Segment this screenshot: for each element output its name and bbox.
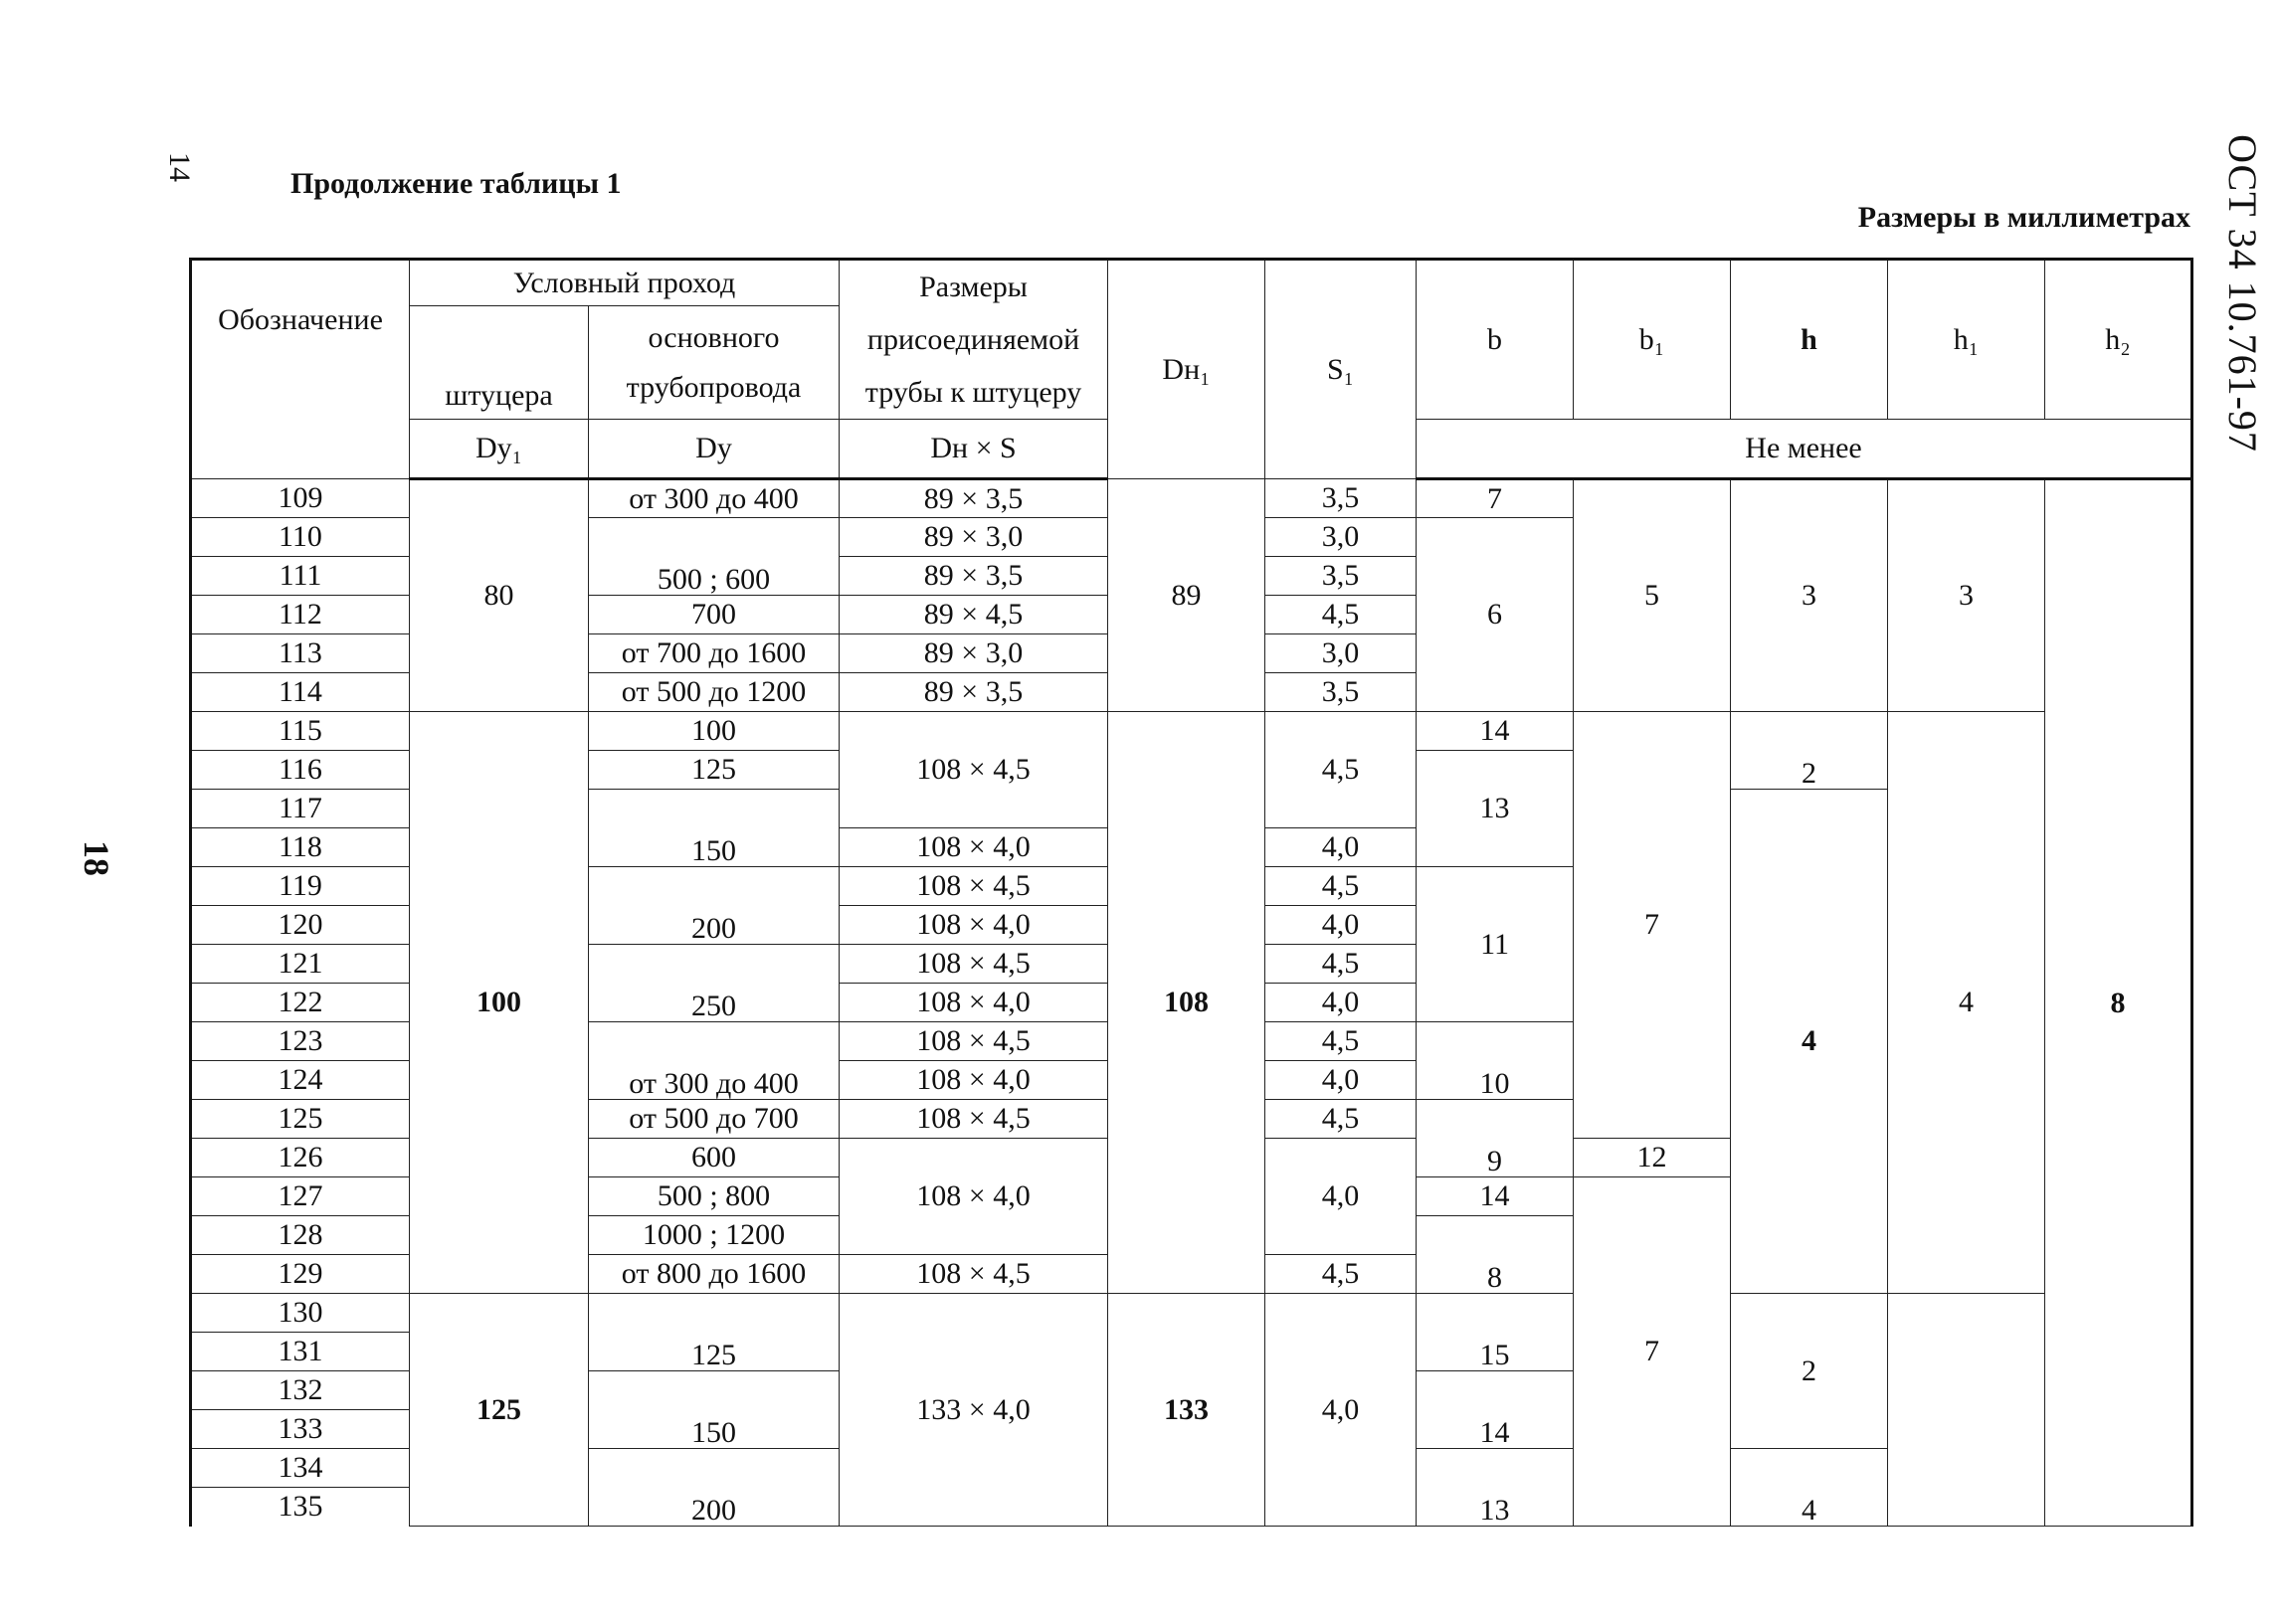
dy-cell: от 300 до 400 [589, 1022, 840, 1100]
dns-cell: 89 × 3,0 [840, 518, 1108, 557]
table-caption: Продолжение таблицы 1 [290, 167, 622, 200]
page-number-side: 18 [77, 840, 116, 876]
dns-cell: 108 × 4,5 [840, 712, 1108, 828]
b-cell: 14 [1417, 1177, 1574, 1216]
dy-cell: 150 [589, 790, 840, 867]
header-pipe-size-symbol: Dн × S [840, 420, 1108, 479]
dy-cell: 1000 ; 1200 [589, 1216, 840, 1255]
header-not-less: Не менее [1417, 420, 2192, 479]
dns-cell: 89 × 3,5 [840, 557, 1108, 596]
dy-cell: от 300 до 400 [589, 479, 840, 518]
dy-cell: 500 ; 800 [589, 1177, 840, 1216]
designation-cell: 135 [191, 1488, 410, 1527]
dns-cell: 108 × 4,5 [840, 1255, 1108, 1294]
dy-cell: 600 [589, 1139, 840, 1177]
b-cell: 8 [1417, 1216, 1574, 1294]
dy-cell: 150 [589, 1371, 840, 1449]
dn1-cell: 89 [1108, 479, 1265, 712]
s1-cell: 4,0 [1265, 1061, 1417, 1100]
b1-cell: 7 [1574, 712, 1731, 1139]
designation-cell: 119 [191, 867, 410, 906]
dy-cell: 700 [589, 596, 840, 634]
dy-cell: от 800 до 1600 [589, 1255, 840, 1294]
header-h: h [1731, 260, 1888, 420]
dy1-cell: 125 [410, 1294, 589, 1527]
designation-cell: 131 [191, 1333, 410, 1371]
header-fitting-symbol: Dу₁ [410, 420, 589, 479]
b-cell: 7 [1417, 479, 1574, 518]
designation-cell: 116 [191, 751, 410, 790]
header-s1: S₁ [1265, 260, 1417, 479]
dns-cell: 108 × 4,5 [840, 945, 1108, 984]
designation-cell: 121 [191, 945, 410, 984]
dy-cell: 200 [589, 867, 840, 945]
b-cell: 11 [1417, 867, 1574, 1022]
dimensions-table [189, 258, 2193, 1527]
s1-cell: 4,5 [1265, 945, 1417, 984]
dns-cell: 89 × 3,5 [840, 479, 1108, 518]
b-cell: 13 [1417, 751, 1574, 867]
h1-cell: 3 [1888, 479, 2045, 712]
header-fitting: штуцера [410, 306, 589, 420]
dy-cell: 100 [589, 712, 840, 751]
h2-cell: 8 [2045, 479, 2192, 1527]
dy-cell: 250 [589, 945, 840, 1022]
page-number-top: 14 [163, 152, 196, 182]
h1-cell-empty [1888, 1294, 2045, 1527]
dy-cell: от 700 до 1600 [589, 634, 840, 673]
s1-cell: 4,0 [1265, 1139, 1417, 1255]
dy1-cell: 80 [410, 479, 589, 712]
s1-cell: 4,5 [1265, 712, 1417, 828]
s1-cell: 4,5 [1265, 1022, 1417, 1061]
header-main-pipe: основного трубопровода [589, 306, 840, 420]
designation-cell: 109 [191, 479, 410, 518]
dy-cell: от 500 до 700 [589, 1100, 840, 1139]
b-cell: 15 [1417, 1294, 1574, 1371]
s1-cell: 3,5 [1265, 479, 1417, 518]
s1-cell: 4,0 [1265, 984, 1417, 1022]
dns-cell: 108 × 4,0 [840, 984, 1108, 1022]
header-h2: h₂ [2045, 260, 2192, 420]
designation-cell: 134 [191, 1449, 410, 1488]
designation-cell: 125 [191, 1100, 410, 1139]
b-cell: 6 [1417, 518, 1574, 712]
designation-cell: 127 [191, 1177, 410, 1216]
designation-cell: 120 [191, 906, 410, 945]
s1-cell: 3,5 [1265, 673, 1417, 712]
h-cell: 2 [1731, 712, 1888, 790]
b-cell: 13 [1417, 1449, 1574, 1527]
s1-cell: 3,0 [1265, 518, 1417, 557]
b1-cell: 5 [1574, 479, 1731, 712]
designation-cell: 130 [191, 1294, 410, 1333]
dn1-cell: 133 [1108, 1294, 1265, 1527]
s1-cell: 4,0 [1265, 828, 1417, 867]
designation-cell: 117 [191, 790, 410, 828]
s1-cell: 3,5 [1265, 557, 1417, 596]
designation-cell: 128 [191, 1216, 410, 1255]
dns-cell: 108 × 4,5 [840, 867, 1108, 906]
s1-cell: 4,0 [1265, 906, 1417, 945]
dns-cell: 108 × 4,0 [840, 828, 1108, 867]
dns-cell: 133 × 4,0 [840, 1294, 1108, 1527]
dy-cell: от 500 до 1200 [589, 673, 840, 712]
header-main-pipe-symbol: Dу [589, 420, 840, 479]
designation-cell: 115 [191, 712, 410, 751]
b1-cell: 12 [1574, 1139, 1731, 1177]
dy1-cell: 100 [410, 712, 589, 1294]
dy-cell: 125 [589, 1294, 840, 1371]
s1-cell: 4,5 [1265, 1100, 1417, 1139]
h1-cell: 4 [1888, 712, 2045, 1294]
header-pipe-size: Размеры присоединяемой трубы к штуцеру [840, 260, 1108, 420]
s1-cell: 4,0 [1265, 1294, 1417, 1527]
b-cell: 14 [1417, 1371, 1574, 1449]
dns-cell: 108 × 4,0 [840, 1139, 1108, 1255]
h-cell: 3 [1731, 479, 1888, 712]
units-note: Размеры в миллиметрах [1857, 201, 2190, 234]
b-cell: 14 [1417, 712, 1574, 751]
designation-cell: 123 [191, 1022, 410, 1061]
b-cell: 9 [1417, 1100, 1574, 1177]
designation-cell: 113 [191, 634, 410, 673]
dy-cell: 200 [589, 1449, 840, 1527]
designation-cell: 112 [191, 596, 410, 634]
designation-cell: 111 [191, 557, 410, 596]
h-cell: 4 [1731, 1449, 1888, 1527]
dy-cell: 125 [589, 751, 840, 790]
header-b1: b₁ [1574, 260, 1731, 420]
designation-cell: 132 [191, 1371, 410, 1410]
dy-cell: 500 ; 600 [589, 518, 840, 596]
s1-cell: 4,5 [1265, 867, 1417, 906]
document-code: ОСТ 34 10.761-97 [2220, 134, 2265, 452]
header-designation: Обозначение [191, 260, 410, 479]
s1-cell: 4,5 [1265, 1255, 1417, 1294]
header-h1: h₁ [1888, 260, 2045, 420]
designation-cell: 126 [191, 1139, 410, 1177]
dns-cell: 108 × 4,0 [840, 906, 1108, 945]
b-cell: 10 [1417, 1022, 1574, 1100]
header-b: b [1417, 260, 1574, 420]
dn1-cell: 108 [1108, 712, 1265, 1294]
designation-cell: 122 [191, 984, 410, 1022]
dns-cell: 89 × 4,5 [840, 596, 1108, 634]
designation-cell: 110 [191, 518, 410, 557]
h-cell: 2 [1731, 1294, 1888, 1449]
s1-cell: 4,5 [1265, 596, 1417, 634]
designation-cell: 133 [191, 1410, 410, 1449]
header-conditional-pass: Условный проход [410, 260, 840, 306]
header-dn1: Dн₁ [1108, 260, 1265, 479]
s1-cell: 3,0 [1265, 634, 1417, 673]
b1-cell: 7 [1574, 1177, 1731, 1527]
dns-cell: 108 × 4,5 [840, 1100, 1108, 1139]
h-cell: 4 [1731, 790, 1888, 1294]
designation-cell: 114 [191, 673, 410, 712]
designation-cell: 118 [191, 828, 410, 867]
dns-cell: 89 × 3,0 [840, 634, 1108, 673]
dns-cell: 89 × 3,5 [840, 673, 1108, 712]
dns-cell: 108 × 4,5 [840, 1022, 1108, 1061]
designation-cell: 124 [191, 1061, 410, 1100]
dns-cell: 108 × 4,0 [840, 1061, 1108, 1100]
designation-cell: 129 [191, 1255, 410, 1294]
